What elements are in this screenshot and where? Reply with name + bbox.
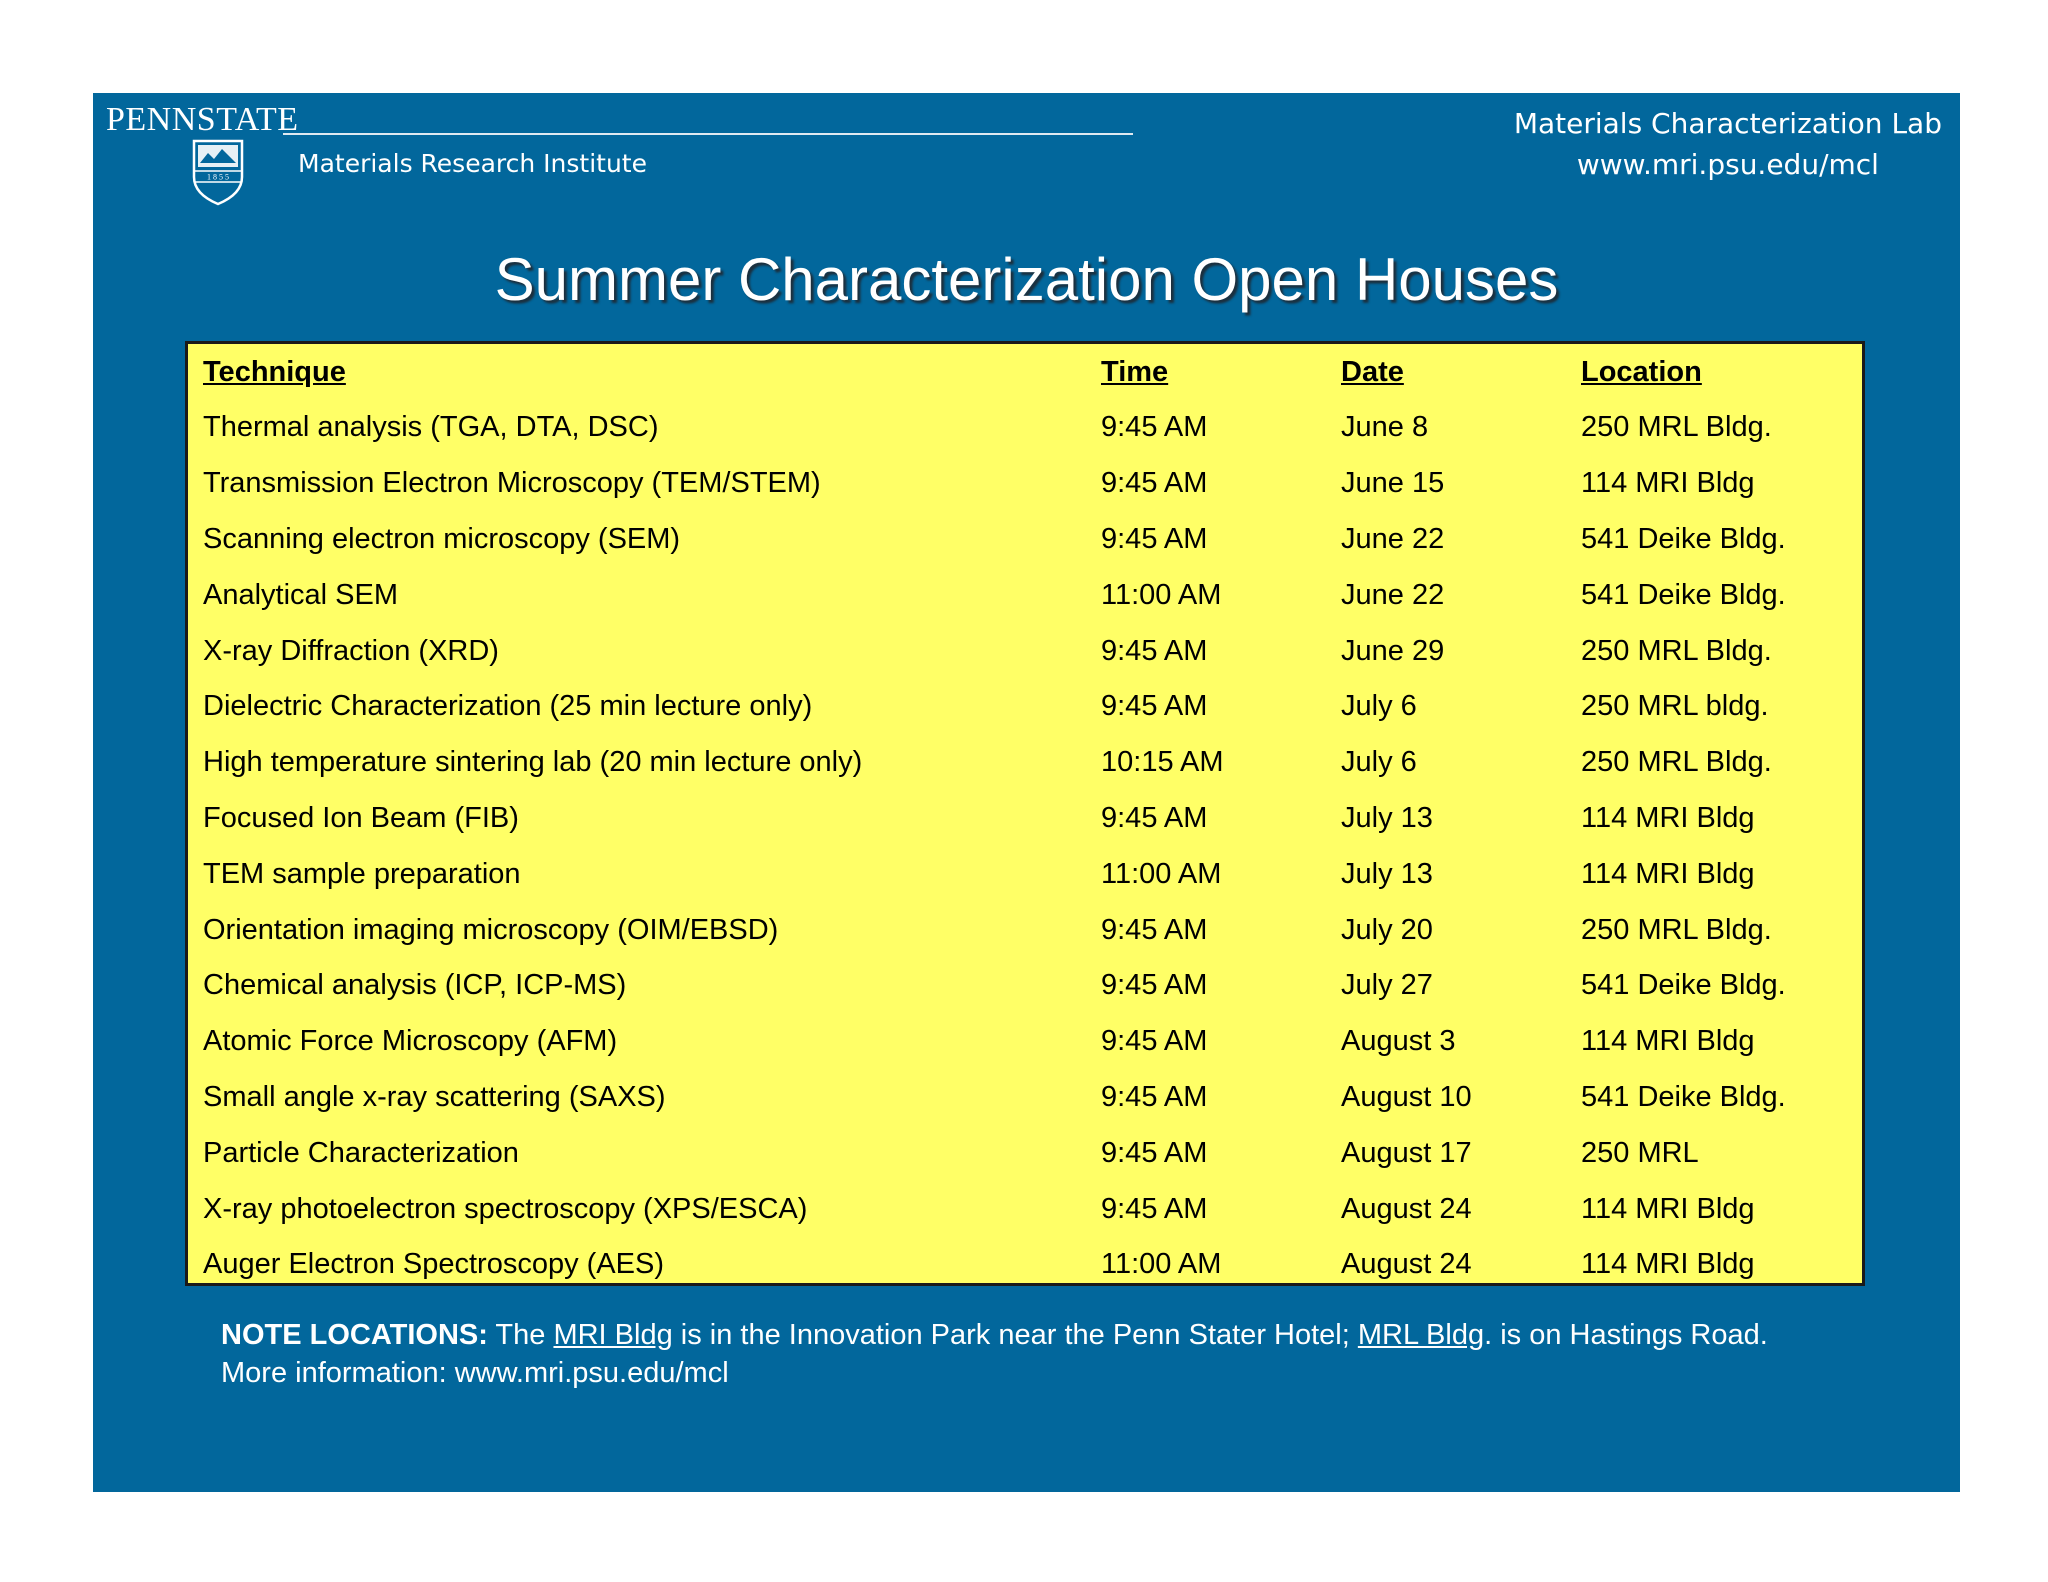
header-date: Date xyxy=(1341,355,1404,388)
cell-date: July 13 xyxy=(1341,857,1433,890)
note-text-1: The xyxy=(487,1319,554,1351)
cell-technique: Dielectric Characterization (25 min lecture only) xyxy=(203,690,813,723)
cell-date: June 22 xyxy=(1341,578,1445,611)
cell-time: 9:45 AM xyxy=(1101,467,1208,500)
cell-date: July 6 xyxy=(1341,690,1417,723)
cell-time: 11:00 AM xyxy=(1101,857,1222,890)
cell-location: 250 MRL Bldg. xyxy=(1581,746,1772,779)
cell-location: 114 MRI Bldg xyxy=(1581,857,1755,890)
lab-url[interactable]: www.mri.psu.edu/mcl xyxy=(1576,148,1879,181)
mrl-bldg-link[interactable]: MRL Bldg xyxy=(1357,1319,1485,1351)
slide xyxy=(93,93,1960,1492)
table-row xyxy=(203,567,1861,623)
more-info: More information: www.mri.psu.edu/mcl xyxy=(221,1357,729,1389)
note-text-3: . is on Hastings Road. xyxy=(1484,1319,1768,1351)
table-row xyxy=(203,1181,1861,1237)
cell-date: August 3 xyxy=(1341,1025,1456,1058)
cell-time: 9:45 AM xyxy=(1101,1192,1208,1225)
penn-state-logo-text: PENNSTATE xyxy=(106,101,299,138)
cell-technique: Orientation imaging microscopy (OIM/EBSD) xyxy=(203,913,779,946)
cell-date: June 8 xyxy=(1341,411,1429,444)
cell-location: 114 MRI Bldg xyxy=(1581,801,1755,834)
cell-technique: X-ray photoelectron spectroscopy (XPS/ESCA) xyxy=(203,1192,808,1225)
note-line-1 xyxy=(221,1316,1768,1354)
cell-technique: Focused Ion Beam (FIB) xyxy=(203,801,519,834)
cell-date: June 29 xyxy=(1341,634,1445,667)
cell-time: 9:45 AM xyxy=(1101,1080,1208,1113)
cell-technique: Scanning electron microscopy (SEM) xyxy=(203,522,681,555)
cell-time: 9:45 AM xyxy=(1101,969,1208,1002)
table-row xyxy=(203,1125,1861,1181)
schedule-table xyxy=(203,344,1861,1293)
table-row xyxy=(203,958,1861,1014)
shield-year: 1 8 5 5 xyxy=(207,172,229,182)
note-locations xyxy=(221,1316,1768,1392)
table-row xyxy=(203,512,1861,568)
cell-technique: Analytical SEM xyxy=(203,578,399,611)
table-row xyxy=(203,735,1861,791)
cell-location: 250 MRL Bldg. xyxy=(1581,634,1772,667)
table-row xyxy=(203,791,1861,847)
cell-location: 541 Deike Bldg. xyxy=(1581,969,1786,1002)
cell-time: 9:45 AM xyxy=(1101,801,1208,834)
cell-location: 114 MRI Bldg xyxy=(1581,1025,1755,1058)
cell-location: 250 MRL Bldg. xyxy=(1581,913,1772,946)
cell-time: 11:00 AM xyxy=(1101,578,1222,611)
cell-time: 9:45 AM xyxy=(1101,411,1208,444)
lab-name: Materials Characterization Lab xyxy=(1513,107,1942,140)
cell-date: July 27 xyxy=(1341,969,1433,1002)
cell-technique: High temperature sintering lab (20 min lecture only) xyxy=(203,746,863,779)
cell-location: 541 Deike Bldg. xyxy=(1581,522,1786,555)
cell-technique: Small angle x-ray scattering (SAXS) xyxy=(203,1080,666,1113)
cell-date: August 10 xyxy=(1341,1080,1472,1113)
table-row xyxy=(203,456,1861,512)
note-text-2: is in the Innovation Park near the Penn Stater Hotel; xyxy=(672,1319,1358,1351)
table-row xyxy=(203,400,1861,456)
table-row xyxy=(203,1237,1861,1293)
header-technique: Technique xyxy=(203,355,346,388)
cell-time: 10:15 AM xyxy=(1101,746,1224,779)
cell-location: 541 Deike Bldg. xyxy=(1581,578,1786,611)
cell-location: 541 Deike Bldg. xyxy=(1581,1080,1786,1113)
cell-location: 250 MRL xyxy=(1581,1136,1699,1169)
cell-location: 114 MRI Bldg xyxy=(1581,1192,1755,1225)
cell-time: 9:45 AM xyxy=(1101,690,1208,723)
cell-time: 9:45 AM xyxy=(1101,913,1208,946)
cell-time: 11:00 AM xyxy=(1101,1248,1222,1281)
cell-time: 9:45 AM xyxy=(1101,1136,1208,1169)
mri-bldg-link[interactable]: MRI Bldg xyxy=(553,1319,673,1351)
cell-time: 9:45 AM xyxy=(1101,522,1208,555)
table-row xyxy=(203,623,1861,679)
cell-date: August 24 xyxy=(1341,1248,1472,1281)
cell-technique: Particle Characterization xyxy=(203,1136,519,1169)
cell-technique: X-ray Diffraction (XRD) xyxy=(203,634,499,667)
cell-technique: Atomic Force Microscopy (AFM) xyxy=(203,1025,618,1058)
penn-state-shield-icon xyxy=(190,137,246,207)
header-rule xyxy=(283,133,1133,135)
table-row xyxy=(203,1014,1861,1070)
cell-technique: Transmission Electron Microscopy (TEM/STEM) xyxy=(203,467,821,500)
institute-name: Materials Research Institute xyxy=(298,149,647,178)
cell-date: June 22 xyxy=(1341,522,1445,555)
cell-date: August 17 xyxy=(1341,1136,1472,1169)
cell-technique: TEM sample preparation xyxy=(203,857,521,890)
cell-technique: Auger Electron Spectroscopy (AES) xyxy=(203,1248,664,1281)
table-row xyxy=(203,1070,1861,1126)
lab-block xyxy=(1514,103,1942,185)
cell-time: 9:45 AM xyxy=(1101,634,1208,667)
cell-location: 114 MRI Bldg xyxy=(1581,1248,1755,1281)
cell-date: July 13 xyxy=(1341,801,1433,834)
cell-location: 114 MRI Bldg xyxy=(1581,467,1755,500)
cell-date: July 20 xyxy=(1341,913,1433,946)
table-row xyxy=(203,846,1861,902)
page-title: Summer Characterization Open Houses xyxy=(494,246,1559,313)
table-row xyxy=(203,679,1861,735)
cell-location: 250 MRL Bldg. xyxy=(1581,411,1772,444)
cell-date: August 24 xyxy=(1341,1192,1472,1225)
schedule-panel xyxy=(185,341,1865,1286)
header-location: Location xyxy=(1581,355,1702,388)
cell-location: 250 MRL bldg. xyxy=(1581,690,1769,723)
header-time: Time xyxy=(1101,355,1169,388)
cell-technique: Chemical analysis (ICP, ICP-MS) xyxy=(203,969,627,1002)
cell-time: 9:45 AM xyxy=(1101,1025,1208,1058)
note-label: NOTE LOCATIONS: xyxy=(221,1319,488,1351)
table-header-row xyxy=(203,344,1861,400)
schedule-body xyxy=(203,400,1861,1293)
cell-date: July 6 xyxy=(1341,746,1417,779)
table-row xyxy=(203,902,1861,958)
cell-date: June 15 xyxy=(1341,467,1445,500)
cell-technique: Thermal analysis (TGA, DTA, DSC) xyxy=(203,411,659,444)
